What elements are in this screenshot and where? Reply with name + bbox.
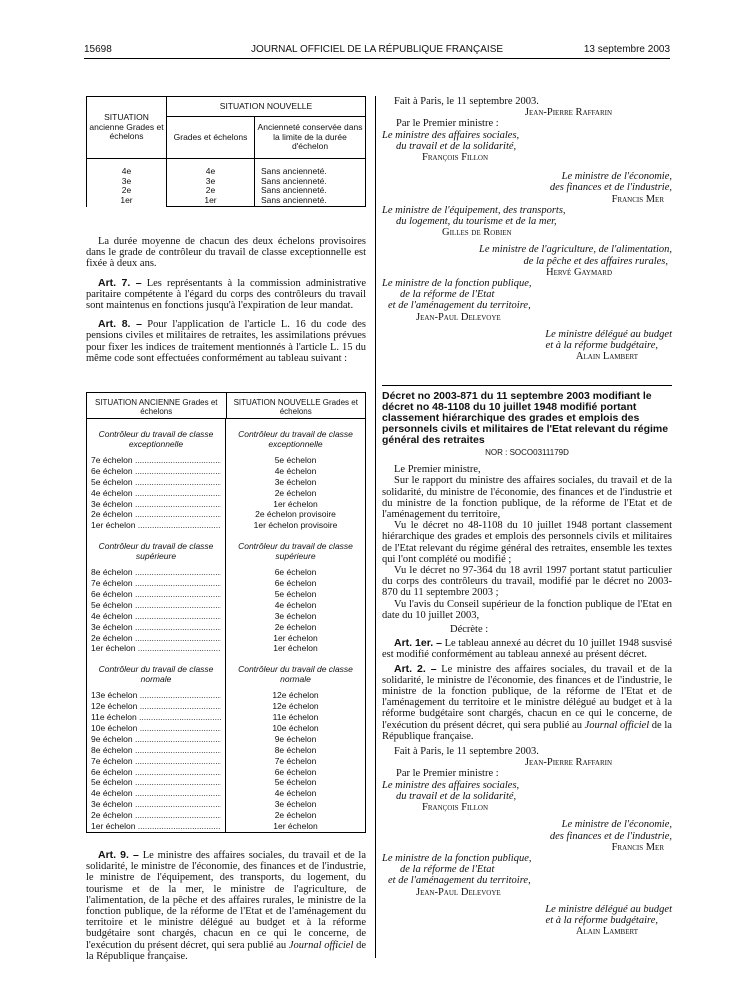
- t2-new-echelon: 7e échelon: [274, 755, 317, 766]
- t2-new-echelon: 11e échelon: [272, 712, 319, 723]
- paragraph: Le Premier ministre,: [394, 464, 481, 476]
- minister-title: du logement, du tourisme et de la mer,: [396, 216, 557, 228]
- t2-header-new: SITUATION NOUVELLE Grades et échelons: [233, 398, 358, 416]
- article-9: Art. 9. – Le ministre des affaires sociales, du travail et de la solidarité, le ministre de l'économie, des finances et de l'industrie, le ministre de l'équipement, des transports, du logement, du tourisme et de la mer, le ministre de l'agriculture, de l'alimentation, de la pêche et des affaires rurales, le ministre de la fonction publique, de la réforme de l'Etat et de l'aménagement du territoire et le ministre délégué au budget et à la réforme budgétaire sont chargés, chacun en ce qui le concerne, de l'exécution du présent décret, qui sera publié au Journal officiel de la République française.: [86, 849, 367, 962]
- minister-title: et de l'aménagement du territoire,: [388, 300, 531, 312]
- fait-a-paris: Fait à Paris, le 11 septembre 2003.: [394, 746, 539, 758]
- minister-title: des finances et de l'industrie,: [549, 182, 672, 194]
- t2-new-echelon: 12e échelon: [272, 701, 319, 712]
- signatory-name: Jean-Paul Delevoye: [416, 311, 501, 323]
- t2-new-echelon: 4e échelon: [274, 599, 317, 610]
- minister-title: et de l'aménagement du territoire,: [388, 875, 531, 887]
- minister-title: et à la réforme budgétaire,: [545, 914, 658, 926]
- t1-header-new: SITUATION NOUVELLE: [167, 97, 366, 117]
- t2-old-echelon: 2e échelon .....: [91, 810, 221, 821]
- t2-old-echelon: 7e échelon .....: [91, 578, 221, 589]
- t2-group-title: Contrôleur du travail de classe normale: [238, 664, 353, 685]
- t2-new-echelon: 3e échelon: [274, 610, 317, 621]
- signatory-name: Alain Lambert: [575, 351, 638, 363]
- t2-old-echelon: 1er échelon .....: [91, 643, 221, 654]
- minister-title: du travail et de la solidarité,: [396, 790, 517, 802]
- column-divider: [375, 96, 376, 958]
- paragraph: Vu le décret no 48-1108 du 10 juillet 1948 portant classement hiérarchique des grades et emplois des personnels civils et militaires de l'Etat relevant du régime général des retraites, ensemble les textes qui l'ont complété ou modifié ;: [382, 520, 672, 565]
- decree-2003-871: [382, 391, 672, 937]
- paragraph: Vu l'avis du Conseil supérieur de la fonction publique de l'Etat en date du 10 juillet 2003,: [382, 598, 672, 621]
- t2-old-echelon: 10e échelon .....: [91, 723, 221, 734]
- t2-old-echelon: 7e échelon .....: [91, 756, 221, 767]
- t2-group-title: Contrôleur du travail de classe exceptionnelle: [238, 429, 353, 449]
- section-rule: [382, 385, 672, 386]
- table-row: [87, 159, 366, 207]
- minister-title: Le ministre de l'équipement, des transports,: [382, 204, 566, 216]
- signatory-name: Hervé Gaymard: [546, 266, 612, 278]
- t2-old-echelon: 8e échelon .....: [91, 567, 221, 578]
- assimilation-table: [86, 392, 366, 833]
- signatory-pm: Jean-Pierre Raffarin: [524, 107, 612, 119]
- minister-title: Le ministre de la fonction publique,: [382, 852, 532, 864]
- t2-new-echelon: 4e échelon: [274, 788, 317, 799]
- page-number: 15698: [84, 44, 112, 55]
- t2-new-echelon: 8e échelon: [274, 744, 317, 755]
- t2-old-echelon: 2e échelon .....: [91, 633, 221, 644]
- t2-group-title: Contrôleur du travail de classe supérieure: [238, 541, 353, 562]
- t2-new-echelon: 2e échelon provisoire: [255, 509, 336, 520]
- page-header: [84, 44, 670, 58]
- t2-new-column: [226, 419, 365, 832]
- t2-new-echelon: 1er échelon: [273, 821, 318, 832]
- t2-new-echelon: 5e échelon: [274, 777, 317, 788]
- echelon-table-1: [86, 96, 366, 207]
- t2-old-echelon: 13e échelon .....: [91, 690, 221, 701]
- signatory-name: Jean-Paul Delevoye: [416, 886, 501, 898]
- minister-title: Le ministre délégué au budget: [545, 903, 672, 915]
- t2-group-title: Contrôleur du travail de classe exceptionnelle: [98, 429, 214, 449]
- article-8: Art. 8. – Pour l'application de l'article L. 16 du code des pensions civiles et militaires de retraites, les assimilations prévues pour fixer les indices de traitement mentionnés à l'article L. 15 du même code sont effectuées conformément au tableau suivant :: [86, 318, 367, 364]
- signatory-name: Gilles de Robien: [442, 227, 512, 239]
- paragraph: Vu le décret no 97-364 du 18 avril 1997 portant statut particulier du corps des contrôleurs du travail, modifié par le décret no 2003-870 du 11 septembre 2003 ;: [382, 565, 672, 599]
- t2-old-column: [87, 419, 226, 832]
- journal-title: JOURNAL OFFICIEL DE LA RÉPUBLIQUE FRANÇAISE: [250, 44, 504, 55]
- t2-old-echelon: 12e échelon .....: [91, 701, 221, 712]
- article-7: Art. 7. – Les représentants à la commission administrative paritaire compétente à l'égard du corps des contrôleurs du travail sont maintenus en fonctions jusqu'à l'expiration de leur mandat.: [86, 276, 366, 312]
- t2-new-echelon: 2e échelon: [274, 621, 317, 632]
- t2-new-echelon: 1er échelon: [273, 498, 318, 509]
- t1-header-anciennete: Ancienneté conservée dans la limite de la durée d'échelon: [255, 117, 366, 159]
- minister-title: Le ministre des affaires sociales,: [382, 779, 520, 791]
- t2-old-echelon: 1er échelon .....: [91, 520, 221, 531]
- minister-title: Le ministre de la fonction publique,: [382, 278, 532, 290]
- minister-title: des finances et de l'industrie,: [549, 830, 672, 842]
- minister-title: Le ministre délégué au budget: [545, 328, 672, 340]
- t2-old-echelon: 3e échelon .....: [91, 622, 221, 633]
- left-column-lower: [86, 850, 366, 962]
- t2-old-echelon: 1er échelon .....: [91, 821, 221, 832]
- minister-title: de la pêche et des affaires rurales,: [523, 255, 668, 267]
- nor-reference: NOR : SOCO0311179D: [485, 448, 569, 457]
- minister-title: et à la réforme budgétaire,: [545, 340, 658, 352]
- t2-group-title: Contrôleur du travail de classe normale: [98, 664, 214, 685]
- t2-new-echelon: 3e échelon: [274, 476, 317, 487]
- t2-new-echelon: 6e échelon: [274, 567, 317, 578]
- t2-old-echelon: 5e échelon .....: [91, 600, 221, 611]
- article-1: Art. 1er. – Le tableau annexé au décret du 10 juillet 1948 susvisé est modifié conformément au tableau annexé au présent décret.: [382, 637, 672, 661]
- minister-title: Le ministre de l'économie,: [561, 171, 672, 183]
- t2-new-echelon: 6e échelon: [274, 578, 317, 589]
- t2-new-echelon: 12e échelon: [272, 690, 319, 701]
- t2-old-echelon: 3e échelon .....: [91, 499, 221, 510]
- signature-block-1: [382, 96, 672, 362]
- t2-new-echelon: 1er échelon: [273, 632, 318, 643]
- t1-new-cell: 4e 3e 2e 1er: [167, 159, 255, 207]
- t2-new-echelon: 1er échelon: [273, 643, 318, 654]
- t1-old-cell: 4e 3e 2e 1er: [87, 159, 167, 207]
- t2-old-echelon: 5e échelon .....: [91, 477, 221, 488]
- signatory-name: François Fillon: [422, 152, 489, 164]
- t2-old-echelon: 7e échelon .....: [91, 455, 221, 466]
- signatory-name: Alain Lambert: [575, 926, 638, 938]
- t2-new-echelon: 3e échelon: [274, 799, 317, 810]
- t2-old-echelon: 6e échelon .....: [91, 767, 221, 778]
- t2-new-echelon: 2e échelon: [274, 810, 317, 821]
- issue-date: 13 septembre 2003: [583, 44, 670, 55]
- header-rule: [84, 58, 670, 59]
- minister-title: Le ministre des affaires sociales,: [382, 129, 520, 141]
- signatory-name: Francis Mer: [611, 193, 664, 205]
- t2-new-echelon: 4e échelon: [274, 465, 317, 476]
- t2-old-echelon: 11e échelon .....: [91, 712, 221, 723]
- t2-new-echelon: 5e échelon: [274, 589, 317, 600]
- par-le-pm: Par le Premier ministre :: [396, 768, 499, 780]
- t2-header-old: SITUATION ANCIENNE Grades et échelons: [87, 393, 227, 418]
- article-2: Art. 2. – Le ministre des affaires sociales, du travail et de la solidarité, le ministre de l'économie, des finances et de l'industrie, le ministre de la fonction publique, de la réforme de l'Etat et de l'aménagement du territoire et le ministre délégué au budget et à la réforme budgétaire sont chargés, chacun en ce qui le concerne, de l'exécution du présent décret, qui sera publié au Journal officiel de la République française.: [382, 662, 673, 742]
- t2-old-echelon: 4e échelon .....: [91, 788, 221, 799]
- t1-anc-cell: Sans ancienneté. Sans ancienneté. Sans ancienneté. Sans ancienneté.: [255, 159, 366, 207]
- decree-title: Décret no 2003-871 du 11 septembre 2003 modifiant le décret no 48-1108 du 10 juillet 1948 modifié portant classement hiérarchique des grades et emplois des personnels civils et militaires de l'Etat relevant du régime général des retraites: [382, 390, 669, 446]
- t2-old-echelon: 2e échelon .....: [91, 509, 221, 520]
- left-column-upper: [86, 236, 366, 364]
- t2-new-echelon: 5e échelon: [274, 455, 317, 465]
- t2-old-echelon: 6e échelon .....: [91, 589, 221, 600]
- t2-new-echelon: 6e échelon: [274, 766, 317, 777]
- signatory-name: Francis Mer: [611, 841, 664, 853]
- minister-title: du travail et de la solidarité,: [396, 140, 517, 152]
- signatory-name: François Fillon: [422, 802, 489, 814]
- minister-title: de la réforme de l'Etat: [400, 864, 495, 876]
- t2-old-echelon: 6e échelon .....: [91, 466, 221, 477]
- par-le-pm: Par le Premier ministre :: [396, 118, 499, 130]
- t2-old-echelon: 3e échelon .....: [91, 799, 221, 810]
- t2-group-title: Contrôleur du travail de classe supérieure: [98, 541, 214, 562]
- decrete: Décrète :: [450, 624, 489, 636]
- t2-new-echelon: 10e échelon: [272, 723, 319, 734]
- t2-new-echelon: 2e échelon: [274, 487, 317, 498]
- signatory-pm: Jean-Pierre Raffarin: [524, 757, 612, 769]
- t1-header-grades: Grades et échelons: [167, 117, 255, 159]
- t2-old-echelon: 5e échelon .....: [91, 777, 221, 788]
- paragraph-duree: La durée moyenne de chacun des deux échelons provisoires dans le grade de contrôleur du travail de classe exceptionnelle est fixée à deux ans.: [86, 236, 366, 270]
- minister-title: Le ministre de l'économie,: [561, 819, 672, 831]
- t2-new-echelon: 9e échelon: [274, 733, 317, 744]
- t2-old-echelon: 4e échelon .....: [91, 488, 221, 499]
- t2-old-echelon: 4e échelon .....: [91, 611, 221, 622]
- t1-header-old: SITUATION ancienne Grades et échelons: [87, 97, 167, 159]
- t2-old-echelon: 8e échelon .....: [91, 745, 221, 756]
- fait-a-paris: Fait à Paris, le 11 septembre 2003.: [394, 96, 539, 107]
- t2-new-echelon: 1er échelon provisoire: [253, 520, 338, 531]
- t2-old-echelon: 9e échelon .....: [91, 734, 221, 745]
- minister-title: de la réforme de l'Etat: [400, 289, 495, 301]
- paragraph: Sur le rapport du ministre des affaires sociales, du travail et de la solidarité, du ministre de l'économie, des finances et de l'industrie et du ministre de la fonction publique, de la réforme de l'Etat et de l'aménagement du territoire,: [382, 475, 672, 521]
- minister-title: Le ministre de l'agriculture, de l'alimentation,: [479, 244, 672, 256]
